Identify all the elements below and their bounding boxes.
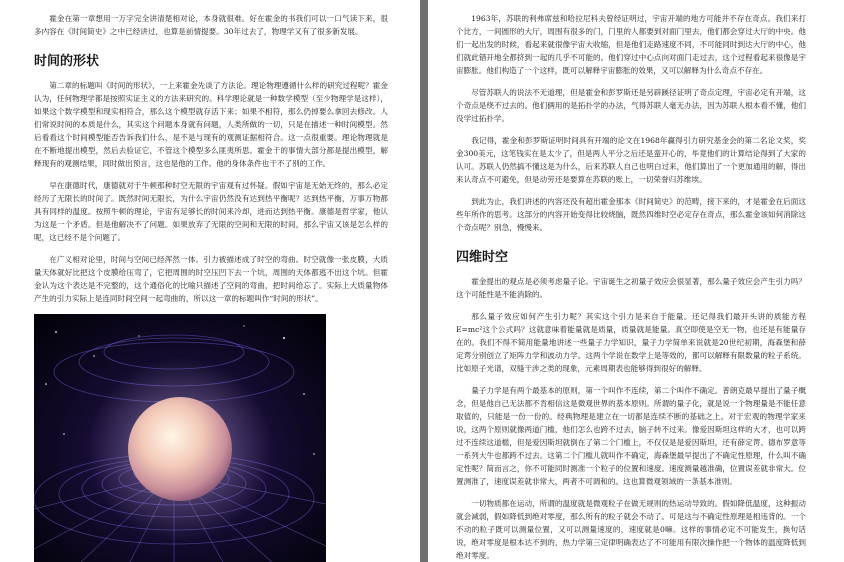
body-paragraph: 在广义相对论里，时间与空间已经浑然一体。引力被描述成了时空的弯曲。时空就像一张皮膜，大质量天体就好比把这个皮膜给压弯了，它把周围的时空压凹下去一个坑，周围的天体都逃不出这个坑。但霍金认为这个表达是不完整的，这个通俗化的比喻只描述了空间的弯曲，把时间给忘了。实际上大质量物体产生的引力实际上是连同时间空间一起弯曲的，所以这一章的标题叫作“时间的形状”。 bbox=[34, 255, 388, 303]
body-paragraph: 1963年，苏联的利弗席兹和哈拉尼科夫曾经证明过，宇宙开端的地方可能并不存在奇点。我们来打个比方，一间圆形的大厅，周围有很多的门，门里的人都要到对面门里去，他们都会穿过大厅的中央。他们一起出发的时候，看起来就很像宇宙大收缩，但是他们走路速度不同，不可能同时到达大厅的中心，他们就此错开地全都挤到一起的几乎不可能的。他们穿过中心点向对面门走过去，这个过程看起来很像是宇宙膨胀。他们构造了一个这样，既可以解释宇宙膨胀的效果，又可以解释为什么奇点不存在。 bbox=[456, 14, 806, 75]
body-paragraph: 量子力学是有两个最基本的原则，第一个叫作不连续，第二个叫作不确定。普朗克最早提出了量子概念，但是他自己无法都不肯相信这是微观世界的基本原则。所谓的量子化，就是说一个物理量是不能任意取值的，只能是一份一份的。经典物理是建立在一切都是连续不断的基础之上。对于宏观的物理学家来说，这两个原则就像两道门槛，他们怎么也跨不过去，脑子转不过来。像爱因斯坦这样的大才，也可以跨过不连续这道槛，但是爱因斯坦就倒在了第二个门槛上，不仅仅是是爱因斯坦，还有薛定谔、德布罗意等一系列大牛也都跨不过去。这第二个门槛儿就叫作不确定，海森堡最早提出了不确定性原理，什么叫不确定性呢？简而言之，你不可能同时测准一个粒子的位置和速度。速度测量越准确，位置误差就非常大。位置测准了，速度误差就非常大，两者不可调和的。这也算微观领域的一条基本准则。 bbox=[456, 386, 806, 486]
body-paragraph: 到此为止，我们讲述的内容还没有超出霍金那本《时间简史》的范畴，接下来的，才是霍金在后面这些年所作的思考。这部分的内容开始变得比较烧脑，既然四维时空必定存在奇点，那么霍金该如何消除这个奇点呢？别急，慢慢来。 bbox=[456, 197, 806, 232]
body-paragraph: 霍金提出的观点是必须考虑量子论。宇宙诞生之初量子效应会很显著，那么量子效应会产生引力吗？这个可能性是不能消除的。 bbox=[456, 277, 806, 299]
page-divider bbox=[420, 0, 428, 562]
body-paragraph: 尽管苏联人的说法不无道理，但是霍金和彭罗斯还是另辟蹊径证明了奇点定理，宇宙必定有开端，这个奇点是绕不过去的。他们俩用的是拓扑学的办法，气得苏联人毫无办法，因为苏联人根本看不懂，他们没学过拓扑学。 bbox=[456, 88, 806, 123]
left-page-body bbox=[34, 12, 388, 562]
intro-paragraph: 霍金在第一章想用一万字完全讲清楚相对论，本身就很难。好在霍金的书我们可以一口气读下来，很多内容在《时间简史》之中已经讲过，也算是前情提要。30年过去了，物理学又有了很多新发展。 bbox=[34, 14, 388, 36]
right-page bbox=[428, 0, 844, 562]
right-page-body bbox=[456, 12, 806, 562]
body-paragraph: 我记得，霍金和彭罗斯证明时间具有开端的论文在1968年赢得引力研究基金会的第二名论文奖，奖金300美元，这笔钱实在是太少了，但是两人平分之后还是蛮开心的，毕竟他们的计算结论得到了大家的认可。苏联人仍然搞不懂这是为什么，后来苏联人自己也明白过来，他们算出了一个更加通用的解，得出来认奇点不可避免，但是动劳还是要算在苏联的账上，一切荣誉归苏维埃。 bbox=[456, 136, 806, 184]
body-paragraph: 第二章的标题叫《时间的形状》，一上来霍金先谈了方法论。理论物理遵循什么样的研究过程呢？霍金认为，任何物理学都是按照实证主义的方法来研究的。科学理论就是一种数学模型（至少物理学是这样），如果这个数学模型和现实相符合，那么这个模型就存活下来；如果不相符，那么仍掉要么拿回去修改。人们常说时间的本质是什么，其实这个问题本身就有问题，人类所做的一切，只是在描述一种时间模型。然后看看这个时间模型能否告诉我们什么，是不是与现有的观测证据相符合。这一点很重要。理论物理就是在不断地提出模型，然后去验证它，不管这个模型多么匪夷所思。霍金千的事情大部分都是提出模型，解释现有的观测结果，同时做出预言，这也是他的工作。他的身体条件也干不了别的工作。 bbox=[34, 81, 388, 168]
section-title-shape-of-time: 时间的形状 bbox=[34, 54, 100, 69]
left-page bbox=[0, 0, 420, 562]
body-paragraph: 那么量子效应如何产生引力呢？其实这个引力是来自于能量。还记得我们最开头讲的质能方程E=mc²这个公式吗？这就意味着能量就是质量，质量就是能量。真空即使是空无一物，也还是有能量存在的。我们不得不简用能量地讲述一些量子力学知识，量子力学简单来说就是20世纪初期，海森堡和薛定谔分别创立了矩阵力学和波动力学。这两个学说在数学上是等效的，都可以解释有限数量的粒子系统。比如原子光谱，双缝干涉之类的现象，元素周期表也能够得到很好的解释。 bbox=[456, 312, 806, 373]
spacetime-illustration-svg bbox=[34, 314, 326, 562]
body-paragraph: 早在康德时代，康德就对于牛顿那种时空无限的宇宙观有过怀疑。假如宇宙是无始无终的，那么必定经历了无限长的时间了。既然时间无限长，为什么宇宙仍然没有达到热平衡呢？达到热平衡，万事万物都具有同样的温度。按照牛顿的理论，宇宙有足够长的时间来冷却，进而达到热平衡。康德是哲学家，他认为这是一个矛盾。但是他解决不了问题。如果放弃了无限的空间和无限的时间，那么宇宙又该是怎么样的呢，这已经不是个问题了。 bbox=[34, 181, 388, 242]
spacetime-illustration bbox=[34, 314, 326, 562]
body-paragraph: 一切物质都在运动，所谓的温度就是微观粒子在做无规则的热运动导致的。假如降低温度，这种振动就会减弱，假如降低到绝对零度，那么所有的粒子就会不动了。可是这与不确定性原理是相违背的。一个不动的粒子既可以测量位置，又可以测量速度的，速度就是0嘛。这样的事情必定不可能发生，换句话说，绝对零度是根本达不到的，热力学第三定律明确表达了不可能用有限次操作把一个物体的温度降低到绝对零度。 bbox=[456, 499, 806, 560]
section-title-4d-spacetime: 四维时空 bbox=[456, 250, 509, 265]
planet-sphere bbox=[128, 397, 232, 501]
